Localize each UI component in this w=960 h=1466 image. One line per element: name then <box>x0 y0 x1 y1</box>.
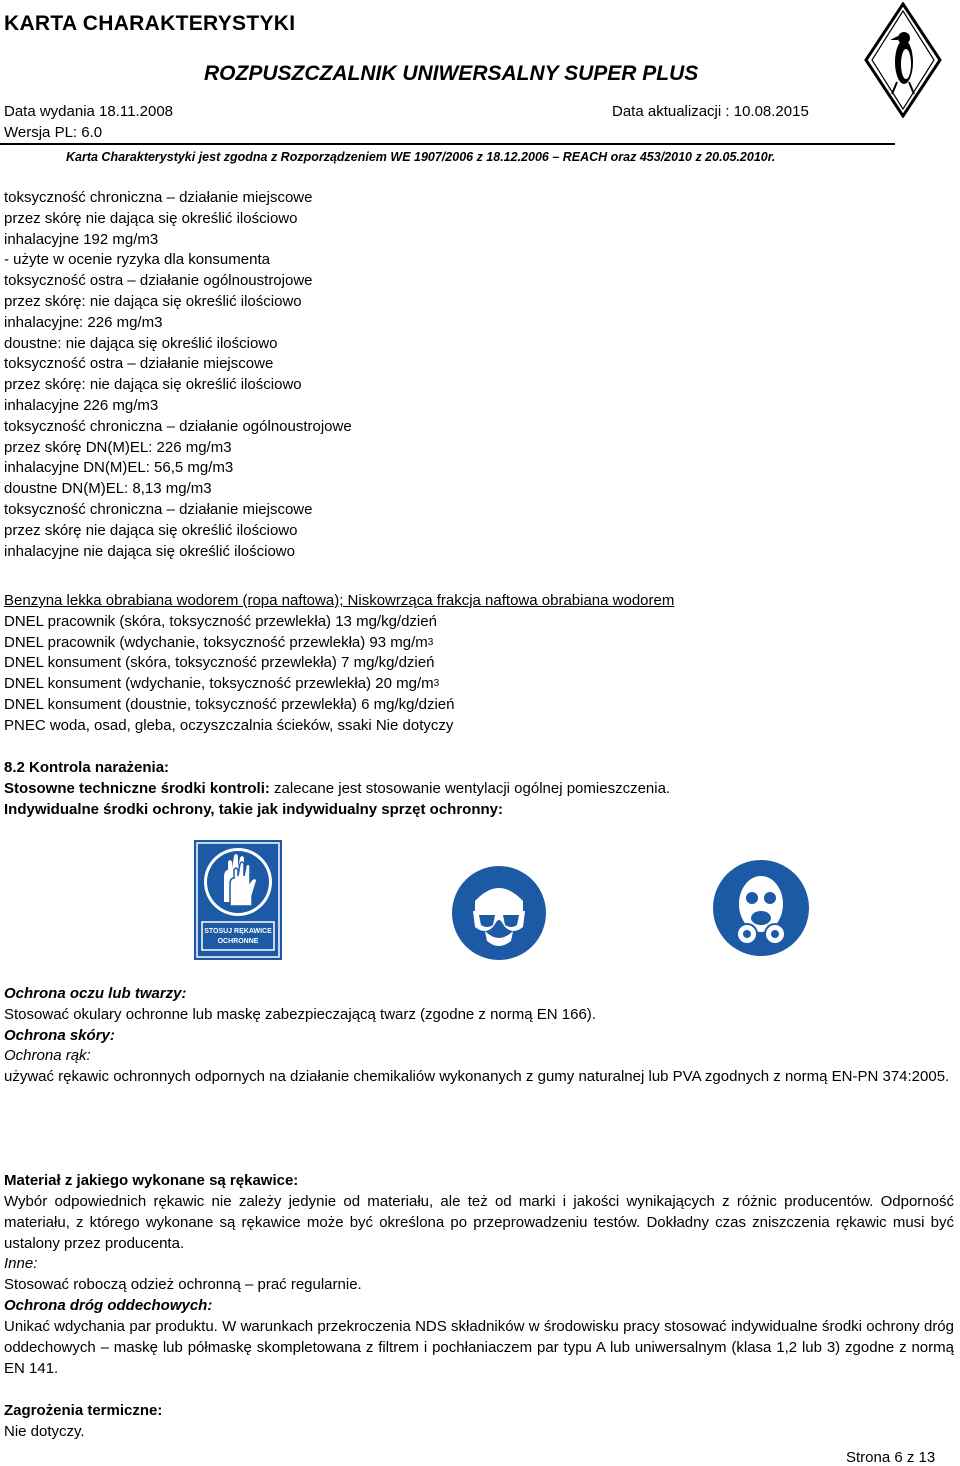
tox-line: toksyczność chroniczna – działanie miejscowe <box>4 189 313 206</box>
tox-line: przez skórę nie dająca się określić ilościowo <box>4 521 298 539</box>
benzyna-dnel-block <box>4 591 674 737</box>
tox-line: przez skórę: nie dająca się określić ilościowo <box>4 292 302 310</box>
issue-date: Data wydania 18.11.2008 <box>4 103 174 120</box>
thermal-text: Nie dotyczy. <box>4 1422 85 1440</box>
dnel-line: DNEL konsument (skóra, toksyczność przewlekła) 7 mg/kg/dzień <box>4 654 435 672</box>
dnel-line: DNEL konsument (wdychanie, toksyczność przewlekła) 20 $mg/m^3$ <box>4 675 440 693</box>
tox-line: toksyczność ostra – działanie miejscowe <box>4 355 274 373</box>
glove-material-text: Wybór odpowiednich rękawic nie zależy jedynie od materiału, ale też od marki i jakości wynikających z różnic producentów. Odporność materiału, z którego wykonane są rękawice może być określona po przeprowadzeniu testów. Dokładny czas zniszczenia rękawic musi być ustalony przez producenta. <box>4 1193 954 1252</box>
svg-text:OCHRONNE: OCHRONNE <box>217 938 259 945</box>
dnel-line: DNEL konsument (doustnie, toksyczność przewlekła) 6 mg/kg/dzień <box>4 695 455 713</box>
eye-protection-sign <box>451 865 547 961</box>
tox-line: inhalacyjne nie dająca się określić ilościowo <box>4 542 295 560</box>
glove-material-label: Materiał z jakiego wykonane są rękawice: <box>4 1172 299 1189</box>
ppe-heading: Indywidualne środki ochrony, takie jak indywidualny sprzęt ochronny: <box>4 800 503 818</box>
tox-line: przez skórę: nie dająca się określić ilościowo <box>4 376 302 394</box>
tox-line: toksyczność chroniczna – działanie miejscowe <box>4 500 313 518</box>
page-number: Strona 6 z 13 <box>846 1449 936 1466</box>
version: Wersja PL: 6.0 <box>4 124 103 141</box>
tox-line: inhalacyjne DN(M)EL: 56,5 mg/m3 <box>4 459 234 477</box>
toxicity-list <box>4 188 352 562</box>
tox-line: inhalacyjne 192 mg/m3 <box>4 230 159 248</box>
eye-protection-text: Stosować okulary ochronne lub maskę zabezpieczającą twarz (zgodne z normą EN 166). <box>4 1005 596 1023</box>
eye-protection-label: Ochrona oczu lub twarzy: <box>4 985 187 1002</box>
pnec-line: PNEC woda, osad, gleba, oczyszczalnia ścieków, ssaki Nie dotyczy <box>4 716 454 734</box>
tox-line: doustne: nie dająca się określić ilościowo <box>4 334 278 352</box>
header-divider <box>0 143 895 145</box>
company-logo-icon <box>864 2 942 118</box>
tox-line: - użyte w ocenie ryzyka dla konsumenta <box>4 251 270 269</box>
other-text: Stosować roboczą odzież ochronną – prać regularnie. <box>4 1275 362 1293</box>
dnel-line: DNEL pracownik (skóra, toksyczność przewlekła) 13 mg/kg/dzień <box>4 612 437 630</box>
hand-protection-text: używać rękawic ochronnych odpornych na działanie chemikaliów wykonanych z gumy naturalnej lub PVA zgodnych z normą EN-PN 374:2005. <box>4 1068 950 1085</box>
dnel-line: DNEL pracownik (wdychanie, toksyczność przewlekła) 93 $mg/m^3$ <box>4 633 434 651</box>
tox-line: toksyczność chroniczna – działanie ogólnoustrojowe <box>4 417 352 435</box>
wear-gloves-sign <box>194 840 282 960</box>
document-title: KARTA CHARAKTERYSTYKI <box>4 12 296 35</box>
other-label: Inne: <box>4 1255 38 1272</box>
update-date: Data aktualizacji : 10.08.2015 <box>612 103 809 120</box>
tox-line: doustne DN(M)EL: 8,13 mg/m3 <box>4 480 212 498</box>
tech-controls: Stosowne techniczne środki kontroli: zalecane jest stosowanie wentylacji ogólnej pomieszczenia. <box>4 779 671 797</box>
tox-line: przez skórę DN(M)EL: 226 mg/m3 <box>4 438 232 456</box>
respiratory-text: Unikać wdychania par produktu. W warunkach przekroczenia NDS składników w środowisku pracy stosować indywidualne środki ochrony dróg oddechowych – maskę lub półmaskę skompletowana z filtrem i pochłaniaczem par typu A lub uniwersalnym (klasa 1,2 lub 3) zgodne z normą EN 141. <box>4 1318 954 1377</box>
respiratory-label: Ochrona dróg oddechowych: <box>4 1296 213 1314</box>
regulation-note: Karta Charakterystyki jest zgodna z Rozporządzeniem WE 1907/2006 z 18.12.2006 – REACH oraz 453/2010 z 20.05.2010r. <box>66 150 776 164</box>
glove-material-heading-block <box>4 1171 298 1192</box>
thermal-label: Zagrożenia termiczne: <box>4 1402 163 1419</box>
hand-protection-label: Ochrona rąk: <box>4 1047 91 1065</box>
product-name: ROZPUSZCZALNIK UNIWERSALNY SUPER PLUS <box>204 62 699 85</box>
tox-line: inhalacyjne: 226 mg/m3 <box>4 313 163 331</box>
benzyna-heading: Benzyna lekka obrabiana wodorem (ropa naftowa); Niskowrząca frakcja naftowa obrabiana wodorem <box>4 592 675 609</box>
tox-line: toksyczność ostra – działanie ogólnoustrojowe <box>4 272 313 290</box>
section-title: 8.2 Kontrola narażenia: <box>4 759 170 776</box>
tox-line: inhalacyjne 226 mg/m3 <box>4 396 159 414</box>
tox-line: przez skórę nie dająca się określić ilościowo <box>4 209 298 227</box>
svg-text:STOSUJ RĘKAWICE: STOSUJ RĘKAWICE <box>204 928 272 935</box>
section-8-2-intro <box>4 758 670 820</box>
eye-skin-protection <box>4 984 596 1067</box>
thermal-hazards <box>4 1401 162 1443</box>
skin-protection-label: Ochrona skóry: <box>4 1026 115 1044</box>
respiratory-protection-sign <box>711 858 811 958</box>
other-protection <box>4 1254 362 1316</box>
